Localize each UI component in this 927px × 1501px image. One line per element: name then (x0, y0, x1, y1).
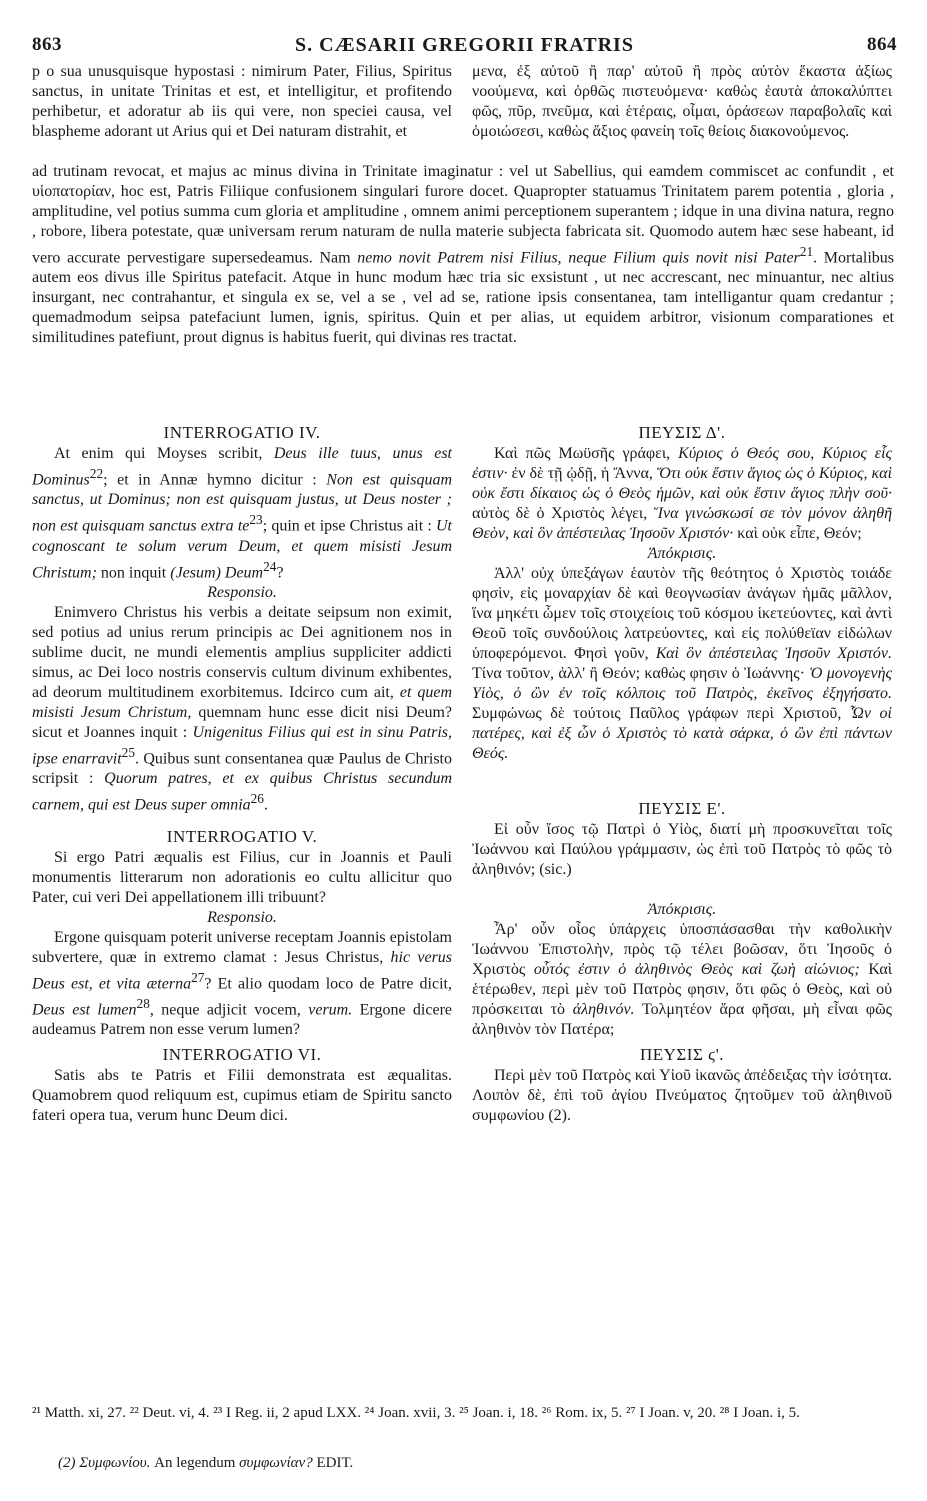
question-paragraph: Εἰ οὖν ἴσος τῷ Πατρὶ ὁ Υἱὸς, διατί μὴ προσκυνεῖται τοῖς Ἰωάννου καὶ Παύλου γράμμασιν, ὡς ἐπὶ τοῦ Πατρὸς τὸ φῶς τὸ ἀληθινόν; (sic.) (472, 821, 892, 878)
section-heading: ΠΕΥΣΙΣ Ε'. (638, 799, 726, 818)
page-number-left: 863 (32, 34, 62, 55)
running-title: S. CÆSARII GREGORII FRATRIS (295, 34, 634, 56)
response-paragraph: Ἀλλ' οὐχ ὑπεξάγων ἑαυτὸν τῆς θεότητος ὁ Χριστὸς τοιάδε φησὶν, εἰς μοναρχίαν δὲ καὶ θεογνωσίαν ἀνάγων ἡμᾶς μᾶλλον, ἵνα μηκέτι ὦμεν τοῖς στοιχείοις τοῦ κόσμου ἱκετεύοντες, καὶ ἀντὶ Θεοῦ τοῖς συνδούλοις λατρεύοντες, καὶ εἰς πολύθεϊαν εἰδώλων ὑποφερόμενοι. Φησὶ γοῦν, Καὶ ὃν ἀπέστειλας Ἰησοῦν Χριστόν. Τίνα τοῦτον, ἀλλ' ἢ Θεόν; καθὼς φησιν ὁ Ἰωάννης· Ὁ μονογενὴς Υἱὸς, ὁ ὢν ἐν τοῖς κόλποις τοῦ Πατρὸς, ἐκεῖνος ἐξηγήσατο. Συμφώνως δὲ τούτοις Παῦλος γράφων περὶ Χριστοῦ, Ὧν οἱ πατέρες, καὶ ἐξ ὧν ὁ Χριστὸς τὸ κατὰ σάρκα, ὁ ὢν ἐπὶ πάντων Θεός. (472, 565, 892, 762)
response-label: Responsio. (207, 908, 277, 926)
question-paragraph: At enim qui Moyses scribit, Deus ille tuus, unus est Dominus$^{22}$; et in Annæ hymno dicitur : Non est quisquam sanctus, ut Dominus; non est quisquam justus, ut Deus noster ; non est quisquam sanctus extra $te^{23}$; quin et ipse Christus ait : Ut cognoscant te solum verum Deum, et quem misisti Jesum Christum; non inquit (Jesum) Deum$^{24}$? (32, 445, 452, 581)
response-label: Ἀπόκρισις. (647, 901, 717, 918)
section-heading: ΠΕΥΣΙΣ ϛ'. (639, 1045, 725, 1064)
question-paragraph: Satis abs te Patris et Filii demonstrata est æqualitas. Quamobrem quod reliquum est, cupimus etiam de Spiritu sancto fateri opera tua, verum hunc Deum dici. (32, 1067, 452, 1125)
latin-column-top (32, 62, 452, 142)
question-paragraph: Περὶ μὲν τοῦ Πατρὸς καὶ Υἱοῦ ἱκανῶς ἀπέδειξας τὴν ἰσότητα. Λοιπὸν δὲ, ἐπὶ τοῦ ἁγίου Πνεύματος ζητοῦμεν τοῦ ἀληθινοῦ συμφωνίου (2). (472, 1067, 892, 1124)
footnote-references: ²¹ Matth. xi, 27. ²² Deut. vi, 4. ²³ I Reg. ii, 2 apud LXX. ²⁴ Joan. xvii, 3. ²⁵ Joan. i, 18. ²⁶ Rom. ix, 5. ²⁷ I Joan. v, 20. ²⁸ I Joan. i, 5. (32, 1405, 800, 1421)
latin-full-width-block (32, 162, 894, 348)
latin-paragraph: p o sua unusquisque hypostasi : nimirum Pater, Filius, Spiritus sanctus, in unitate Trinitas et est, et intelligitur, et profitendo perhibetur, et adoratur ab iis qui vere, non speciei causa, vel blaspheme adorant ut Arius qui et Dei naturam distrahit, et (32, 63, 452, 140)
running-header (32, 30, 897, 58)
latin-paragraph: ad trutinam revocat, et majus ac minus divina in Trinitate imaginatur : vel ut Sabellius, qui eamdem commiscet ac confundit , et υἱοπατορίαν, hoc est, Patris Filiique confusionem singulari furore docet. Quapropter statuamus Trinitatem parem potentia , gloria , amplitudine, vel potius summa cum gloria et amplitudine , omnem animi perceptionem superantem ; idque in una divina natura, regno , robore, libera potestate, quæ universam rerum naturam de nulla materie subjecta fabricata sit. Quomodo autem hæc sese habeant, id vero accurate pervestigare supersedeamus. Nam nemo novit Patrem nisi Filius, neque Filium quis novit nisi Pater$^{21}$. Mortalibus autem eos divus ille Spiritus patefacit. Atque in hunc modum hæc tria sic exsistunt , ut nec accrescant, nec minuantur, nec altius insurgant, nec contrahantur, et singula ex se, vel a se , vel ad se, ratione ipsis consentanea, tam intelligantur quam credantur ; quemadmodum seipsa patefaciunt lumen, ignis, spiritus. Quin et per alias, ut equidem arbitror, visionum comparationes et similitudines patefiunt, prout dignus is habitus fuerit, qui divinas res tractat. (32, 163, 895, 347)
response-paragraph: Ἆρ' οὖν οἷος ὑπάρχεις ὑποσπάσασθαι τὴν καθολικὴν Ἰωάννου Ἐπιστολὴν, πρὸς τῷ τέλει βοῶσαν, ὅτι Ἰησοῦς ὁ Χριστὸς οὗτός ἐστιν ὁ ἀληθινὸς Θεὸς καὶ ζωὴ αἰώνιος; Καὶ ἑτέρωθεν, περὶ μὲν τοῦ Πατρὸς φησιν, ὅτι φῶς ὁ Θεὸς, καὶ οὐ πρόσκειται τὸ ἀληθινόν. Τολμητέον ἄρα φῆσαι, μὴ εἶναι φῶς ἀληθινὸν τὸν Πατέρα; (472, 921, 893, 1038)
section-heading: INTERROGATIO IV. (163, 423, 321, 442)
section-heading: INTERROGATIO VI. (162, 1045, 322, 1065)
response-label: Responsio. (207, 583, 277, 601)
greek-column-top (472, 62, 892, 142)
response-paragraph: Enimvero Christus his verbis a deitate seipsum non eximit, sed potius ad unius rerum principis ac Dei agnitionem nos in sublime ducit, ne mundi elementis amplius suppliciter addicti simus, ac Dei loco nostris conservis cultum divinum exhibentes, ad deorum multitudinem exorbitemus. Idcirco cum ait, et quem misisti Jesum Christum, quemnam hunc esse dicit nisi Deum? sicut et Joannes inquit : Unigenitus Filius qui est in sinu Patris, ipse enarravit$^{25}$. Quibus sunt consentanea quæ Paulus de Christo scripsit : Quorum patres, et ex quibus Christus secundum carnem, qui est Deus super omnia$^{26}$. (32, 603, 453, 814)
section-heading: INTERROGATIO V. (166, 826, 318, 846)
response-paragraph: Ergone quisquam poterit universe receptam Joannis epistolam subvertere, quæ in extremo clamat : Jesus Christus, hic verus Deus est, et vita æterna$^{27}$? Et alio quodam loco de Patre dicit, Deus est lumen$^{28}$, neque adjicit vocem, verum. Ergone dicere audeamus Patrem non esse verum lumen? (32, 928, 453, 1039)
editor-note: (2) Συμφωνίου. An legendum συμφωνίαν? EDIT. (58, 1455, 354, 1471)
greek-paragraph: μενα, ἐξ αὐτοῦ ἢ παρ' αὐτοῦ ἢ πρὸς αὐτὸν ἕκαστα ἀξίως νοούμενα, καὶ ὀρθῶς πιστευόμενα· καθὼς ἑαυτὰ ἀποκαλύπτει φῶς, πῦρ, πνεῦμα, καὶ ἑτέραις, οἶμαι, ὁράσεων παραβολαῖς καὶ ὁμοιώσεσι, καθὼς ἄξιος φανείη τοῖς θείοις διακονούμενος. (472, 63, 892, 140)
page-number-right: 864 (867, 34, 897, 55)
question-paragraph: Καὶ πῶς Μωϋσῆς γράφει, Κύριος ὁ Θεός σου, Κύριος εἷς ἐστιν· ἐν δὲ τῇ ᾠδῇ, ἡ Ἄννα, Ὅτι οὐκ ἔστιν ἅγιος ὡς ὁ Κύριος, καὶ οὐκ ἔστι δίκαιος ὡς ὁ Θεὸς ἡμῶν, καὶ οὐκ ἔστιν ἅγιος πλὴν σοῦ· αὐτὸς δὲ ὁ Χριστὸς λέγει, Ἵνα γινώσκωσί σε τὸν μόνον ἀληθῆ Θεὸν, καὶ ὃν ἀπέστειλας Ἰησοῦν Χριστόν· καὶ οὐκ εἶπε, Θεόν; (472, 445, 893, 542)
greek-column (472, 422, 892, 1126)
latin-column (32, 422, 452, 1126)
section-heading: ΠΕΥΣΙΣ Δ'. (638, 423, 726, 442)
response-label: Ἀπόκρισις. (647, 545, 717, 562)
question-paragraph: Si ergo Patri æqualis est Filius, cur in Joannis et Pauli monumentis litterarum non adorationis eo cultu allicitur quo Pater, cui veri Dei appellationem illi tribuunt? (32, 848, 452, 906)
